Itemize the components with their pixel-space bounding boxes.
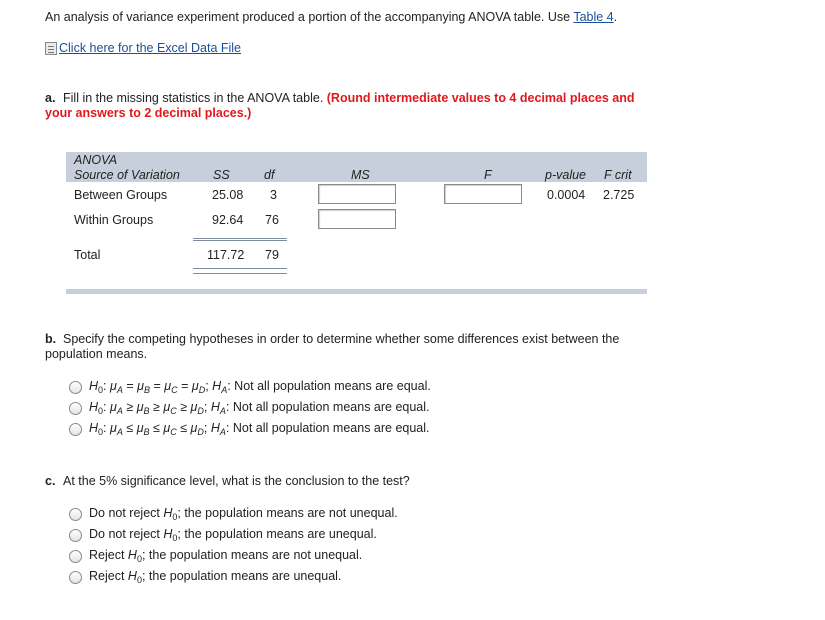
- hypothesis-radio-1[interactable]: [69, 381, 82, 394]
- between-ss: 25.08: [212, 188, 244, 202]
- question-a-label: a.: [45, 91, 56, 105]
- total-ss: 117.72: [207, 248, 245, 262]
- hypothesis-option-1: $H_0$: $\mu_A = \mu_B = \mu_C = \mu_D$; $H_A$: Not all population means are equal.: [89, 379, 431, 395]
- question-b: [45, 332, 665, 362]
- file-icon: [45, 42, 57, 55]
- header-ss: SS: [213, 168, 230, 182]
- total-rule: [193, 268, 287, 269]
- within-df: 76: [265, 213, 279, 227]
- conclusion-option-2: Do not reject $H_0$; the population means are unequal.: [89, 527, 377, 543]
- f-stat-input[interactable]: [444, 184, 522, 204]
- conclusion-option-4: Reject $H_0$; the population means are unequal.: [89, 569, 342, 585]
- table-4-link[interactable]: Table 4: [573, 10, 614, 24]
- conclusion-option-3: Reject $H_0$; the population means are not unequal.: [89, 548, 363, 564]
- header-fcrit: F crit: [604, 168, 632, 182]
- question-c-text: At the 5% significance level, what is the conclusion to the test?: [63, 474, 410, 488]
- hypothesis-option-2: $H_0$: $\mu_A \ge \mu_B \ge \mu_C \ge \mu_D$; $H_A$: Not all population means are equal.: [89, 400, 430, 416]
- conclusion-radio-1[interactable]: [69, 508, 82, 521]
- header-f: F: [484, 168, 492, 182]
- sum-rule: [193, 240, 287, 241]
- header-pvalue: p-value: [545, 168, 586, 182]
- excel-data-link[interactable]: Click here for the Excel Data File: [59, 41, 242, 55]
- between-fcrit: 2.725: [603, 188, 635, 202]
- intro-text: An analysis of variance experiment produced a portion of the accompanying ANOVA table. Use Table 4.: [45, 10, 618, 24]
- conclusion-radio-3[interactable]: [69, 550, 82, 563]
- question-c: [45, 474, 410, 488]
- question-b-label: b.: [45, 332, 57, 346]
- hypothesis-radio-3[interactable]: [69, 423, 82, 436]
- rounding-instruction: (Round intermediate values to 4 decimal places and your answers to 2 decimal places.): [45, 91, 635, 120]
- anova-footer-band: [66, 289, 647, 294]
- between-df: 3: [270, 188, 277, 202]
- within-ss: 92.64: [212, 213, 244, 227]
- conclusion-radio-2[interactable]: [69, 529, 82, 542]
- question-c-label: c.: [45, 474, 56, 488]
- conclusion-option-1: Do not reject $H_0$; the population means are not unequal.: [89, 506, 398, 522]
- within-ms-input[interactable]: [318, 209, 396, 229]
- header-ms: MS: [351, 168, 370, 182]
- header-df: df: [264, 168, 275, 182]
- total-df: 79: [265, 248, 279, 262]
- between-pvalue: 0.0004: [547, 188, 586, 202]
- question-b-text: Specify the competing hypotheses in order to determine whether some differences exist between the population means.: [45, 332, 620, 361]
- hypothesis-radio-2[interactable]: [69, 402, 82, 415]
- excel-data-link-row[interactable]: [45, 41, 241, 55]
- hypothesis-option-3: $H_0$: $\mu_A \le \mu_B \le \mu_C \le \mu_D$; $H_A$: Not all population means are equal.: [89, 421, 430, 437]
- anova-title: ANOVA: [74, 153, 118, 167]
- sum-rule: [193, 238, 287, 239]
- within-groups-label: Within Groups: [74, 213, 154, 227]
- between-groups-label: Between Groups: [74, 188, 168, 202]
- question-a-text: Fill in the missing statistics in the ANOVA table.: [63, 91, 327, 105]
- total-rule: [193, 273, 287, 274]
- header-source: Source of Variation: [74, 168, 180, 182]
- between-ms-input[interactable]: [318, 184, 396, 204]
- question-a: [45, 91, 665, 121]
- total-label: Total: [74, 248, 101, 262]
- conclusion-radio-4[interactable]: [69, 571, 82, 584]
